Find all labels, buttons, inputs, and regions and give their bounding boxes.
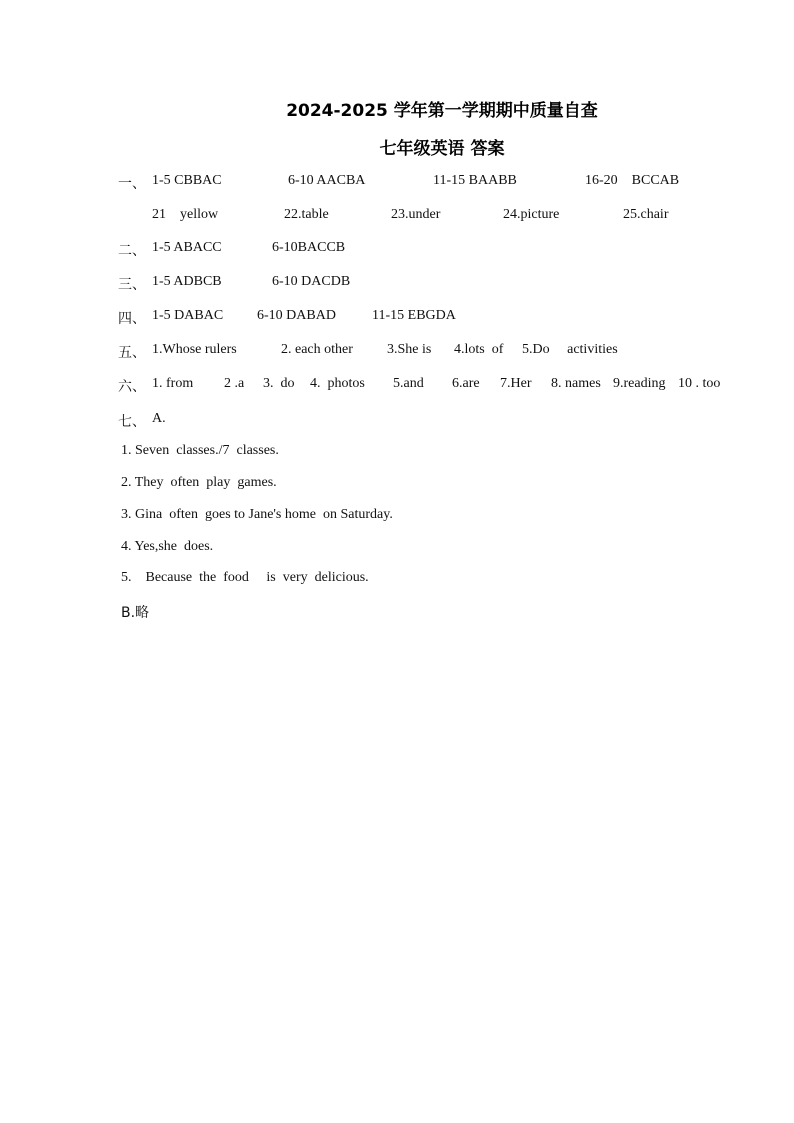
section-2-label: 二、 [118,243,146,259]
answer-item: 6.are [452,376,480,391]
section-4-row [0,308,794,328]
section-3-label: 三、 [118,277,146,293]
answer-group: 11-15 EBGDA [372,308,456,323]
section-6-row [0,376,794,396]
answer-item: 24.picture [503,207,560,222]
answer-item: 21 yellow [152,207,219,222]
section-1-row-1 [0,173,794,193]
answer-item: 4.lots of [454,342,504,357]
section-6-label: 六、 [118,379,146,395]
answer-group: 6-10 DACDB [272,274,351,289]
answer-text: 3. Gina often goes to Jane's home on Saturday. [121,507,393,522]
answer-group: 1-5 CBBAC [152,173,222,188]
answer-group: 1-5 ABACC [152,240,222,255]
section-5-row [0,342,794,362]
answer-item: 3. do [263,376,295,391]
reading-answer [0,570,794,590]
answer-item: 5.and [393,376,424,391]
reading-answer [0,539,794,559]
answer-item: 10 . too [678,376,721,391]
section-7-part-b-row [0,602,794,622]
answer-group: 6-10 DABAD [257,308,336,323]
answer-text: 4. Yes,she does. [121,539,214,554]
answer-item: 2. each other [281,342,353,357]
answer-group: 6-10 AACBA [288,173,366,188]
answer-item: 5.Do activities [522,342,618,357]
reading-answer [0,443,794,463]
answer-item: 25.chair [623,207,669,222]
answer-item: 4. photos [310,376,365,391]
section-5-label: 五、 [118,345,146,361]
page-title: 2024-2025 学年第一学期期中质量自查 [286,101,598,121]
section-7-label: 七、 [118,414,146,430]
answer-text: 1. Seven classes./7 classes. [121,443,279,458]
answer-text: 2. They often play games. [121,475,277,490]
answer-group: 6-10BACCB [272,240,346,255]
section-1-row-2 [0,207,794,227]
answer-group: 11-15 BAABB [433,173,517,188]
answer-item: 9.reading [613,376,666,391]
answer-item: 22.table [284,207,329,222]
section-7-part-b: B.略 [121,605,150,621]
section-2-row [0,240,794,260]
answer-item: 1.Whose rulers [152,342,237,357]
answer-text: 5. Because the food is very delicious. [121,570,369,585]
section-1-label: 一、 [118,176,146,192]
section-3-row [0,274,794,294]
page-subtitle: 七年级英语 答案 [379,139,505,159]
reading-answer [0,507,794,527]
answer-item: 7.Her [500,376,532,391]
answer-item: 2 .a [224,376,245,391]
answer-group: 16-20 BCCAB [585,173,680,188]
answer-group: 1-5 ADBCB [152,274,222,289]
answer-item: 8. names [551,376,601,391]
reading-answer [0,475,794,495]
answer-item: 23.under [391,207,441,222]
section-7-part-a: A. [152,411,166,426]
answer-item: 3.She is [387,342,432,357]
section-7-row [0,411,794,431]
answer-item: 1. from [152,376,194,391]
section-4-label: 四、 [118,311,146,327]
answer-group: 1-5 DABAC [152,308,224,323]
